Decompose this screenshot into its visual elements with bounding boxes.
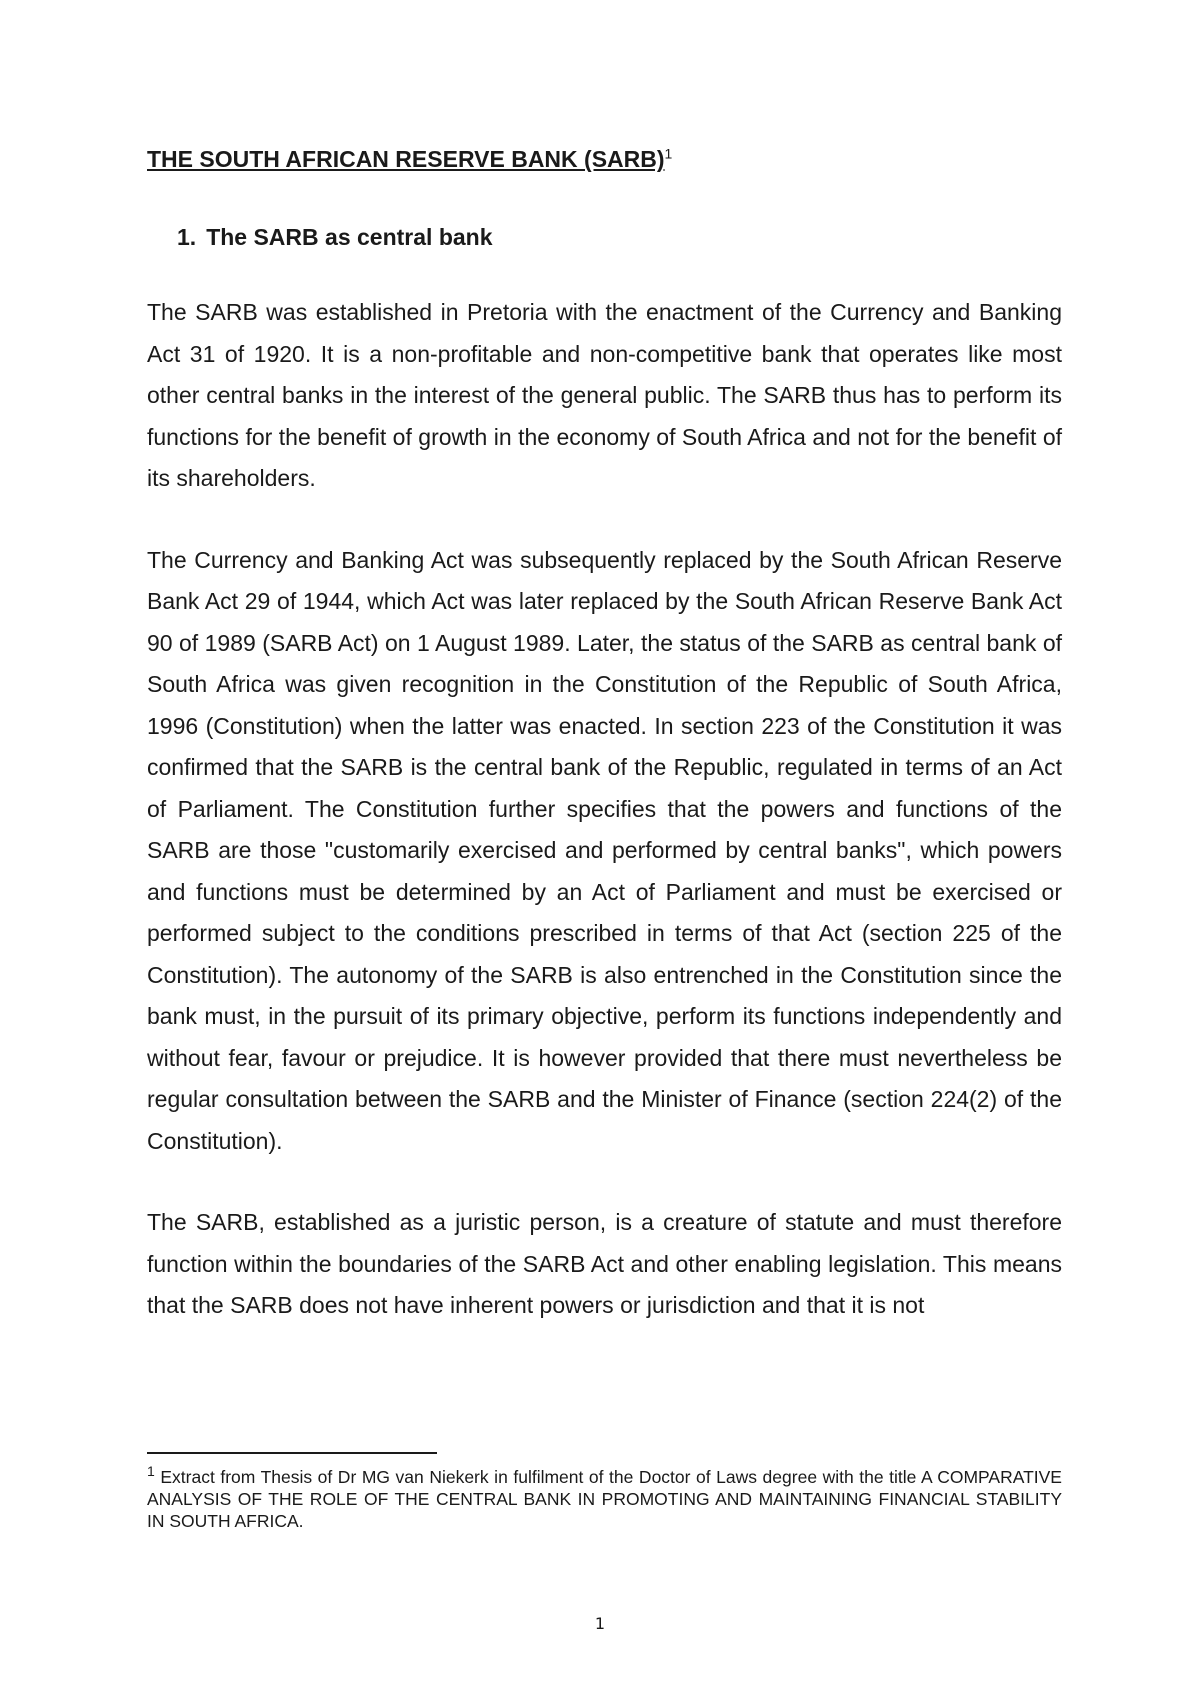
footnote [147,1463,1062,1532]
footnote-marker: 1 [147,1463,155,1480]
paragraph-1: The SARB was established in Pretoria with the enactment of the Currency and Banking Act 31 of 1920. It is a non-profitable and non-competitive bank that operates like most other central banks in the interest of the general public. The SARB thus has to perform its functions for the benefit of growth in the economy of South Africa and not for the benefit of its shareholders. [147,299,1062,491]
footnote-text: Extract from Thesis of Dr MG van Niekerk in fulfilment of the Doctor of Laws degree with the title A COMPARATIVE ANALYSIS OF THE ROLE OF THE CENTRAL BANK IN PROMOTING AND MAINTAINING FINANCIAL STABILITY IN SOUTH AFRICA. [147,1467,1062,1531]
document-body [147,138,1062,1327]
section-heading-text: The SARB as central bank [206,224,493,250]
title-footnote-ref[interactable]: 1 [664,145,673,162]
section-number: 1. [177,224,197,250]
paragraph-2: The Currency and Banking Act was subsequently replaced by the South African Reserve Bank Act 29 of 1944, which Act was later replaced by the South African Reserve Bank Act 90 of 1989 (SARB Act) on 1 August 1989. Later, the status of the SARB as central bank of South Africa was given recognition in the Constitution of the Republic of South Africa, 1996 (Constitution) when the latter was enacted. In section 223 of the Constitution it was confirmed that the SARB is the central bank of the Republic, regulated in terms of an Act of Parliament. The Constitution further specifies that the powers and functions of the SARB are those "customarily exercised and performed by central banks", which powers and functions must be determined by an Act of Parliament and must be exercised or performed subject to the conditions prescribed in terms of that Act (section 225 of the Constitution). The autonomy of the SARB is also entrenched in the Constitution since the bank must, in the pursuit of its primary objective, perform its functions independently and without fear, favour or prejudice. It is however provided that there must nevertheless be regular consultation between the SARB and the Minister of Finance (section 224(2) of the Constitution). [147,546,1062,1154]
section-heading [147,216,1062,258]
page-number: 1 [594,1614,606,1633]
footnote-separator [147,1452,437,1454]
document-title-text: THE SOUTH AFRICAN RESERVE BANK (SARB) [147,146,665,172]
document-title [147,138,1062,180]
paragraph-3: The SARB, established as a juristic person, is a creature of statute and must therefore function within the boundaries of the SARB Act and other enabling legislation. This means that the SARB does not have inherent powers or jurisdiction and that it is not [147,1209,1062,1318]
